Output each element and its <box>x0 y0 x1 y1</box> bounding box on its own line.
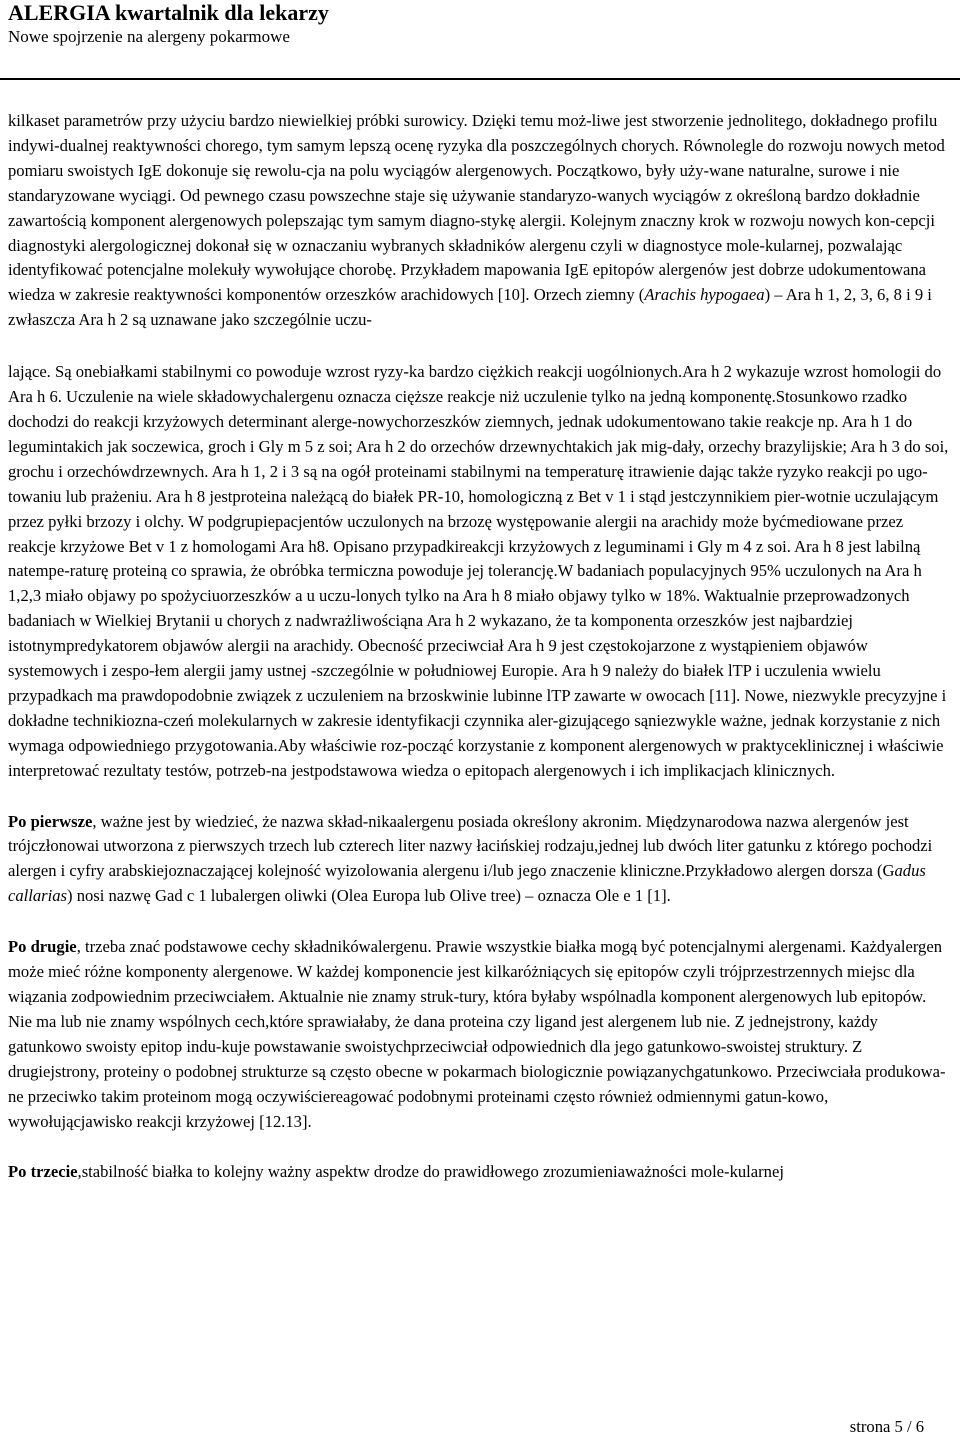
paragraph-gap <box>8 784 954 810</box>
page-number: strona 5 / 6 <box>849 1417 924 1436</box>
paragraph-4-text: , trzeba znać podstawowe cechy składnikówalergenu. Prawie wszystkie białka mogą być potencjalnymi alergenami. Każdyalergen może mieć różne komponenty alergenowe. W każdej komponencie jest kilkaróżniących się epitopów czyli trójprzestrzennych miejsc dla wiązania zodpowiednim przeciwciałem. Aktualnie nie znamy struk-tury, która byłaby wspólnadla komponent alergenowych lub epitopów. Nie ma lub nie znamy wspólnych cech,które sprawiałaby, że dana proteina czy ligand jest alergenem lub nie. Z jednejstrony, każdy gatunkowo swoisty epitop indu-kuje powstawanie swoistychprzeciwciał odpowiednich dla jego gatunkowo-swoistej struktury. Z drugiejstrony, proteiny o podobnej strukturze są często obecne w pokarmach biologicznie powiązanychgatunkowo. Przeciwciała produkowa-ne przeciwko takim proteinom mogą oczywiściereagować podobnymi proteinami często również odmiennymi gatun-kowo, wywołującjawisko reakcji krzyżowej [12.13]. <box>8 937 946 1131</box>
paragraph-2: lające. Są onebiałkami stabilnymi co powoduje wzrost ryzy-ka bardzo ciężkich reakcji uogólnionych.Ara h 2 wykazuje wzrost homologii do Ara h 6. Uczulenie na wiele składowychalergenu oznacza cięższe reakcje niż uczulenie tylko na jedną komponentę.Stosunkowo rzadko dochodzi do reakcji krzyżowych determinant alerge-nowychorzeszków ziemnych, jednak udokumentowano takie reakcje np. Ara h 1 do legumintakich jak soczewica, groch i Gly m 5 z soi; Ara h 2 do orzechów drzewnychtakich jak mig-dały, orzechy brazylijskie; Ara h 3 do soi, grochu i orzechówdrzewnych. Ara h 1, 2 i 3 są na ogół proteinami stabilnymi na temperaturę itrawienie dając także ryzyko reakcji po ugo-towaniu lub prażeniu. Ara h 8 jestproteina należącą do białek PR-10, homologiczną z Bet v 1 i stąd jestczynnikiem pier-wotnie uczulającym przez pyłki brzozy i olchy. W podgrupiepacjentów uczulonych na brzozę występowanie alergii na arachidy może byćmediowane przez reakcje krzyżowe Bet v 1 z homologami Ara h8. Opisano przypadkireakcji krzyżowych z leguminami i Gly m 4 z soi. Ara h 8 jest labilną natempe-raturę proteiną co sprawia, że obróbka termiczna powoduje jej tolerancję.W badaniach populacyjnych 95% uczulonych na Ara h 1,2,3 miało objawy po spożyciuorzeszków a u uczu-lonych tylko na Ara h 8 miało objawy tylko w 18%. Waktualnie przeprowadzonych badaniach w Wielkiej Brytanii u chorych z nadwrażliwościąna Ara h 2 wykazano, że ta komponenta orzeszków jest najbardziej istotnympredykatorem objawów alergii na arachidy. Obecność przeciwciał Ara h 9 jest częstokojarzone z wystąpieniem objawów systemowych i zespo-łem alergii jamy ustnej -szczególnie w południowej Europie. Ara h 9 należy do białek lTP i uczulenia wwielu przypadkach ma prawdopodobnie związek z uczuleniem na brzoskwinie lubinne lTP zawarte w owocach [11]. Nowe, niezwykle precyzyjne i dokładne technikiozna-czeń molekularnych w zakresie identyfikacji czynnika aler-gizującego sąniezwykle ważne, jednak korzystanie z nich wymaga odpowiedniego przygotowania.Aby właściwie roz-począć korzystanie z komponent alergenowych w praktyceklinicznej i właściwie interpretować rezultaty testów, potrzeb-na jestpodstawowa wiedza o epitopach alergenowych i ich implikacjach klinicznych. <box>8 362 949 780</box>
article-title: Nowe spojrzenie na alergeny pokarmowe <box>8 27 290 46</box>
paragraph-3-lead: Po pierwsze <box>8 811 93 831</box>
paragraph-4 <box>8 935 954 1134</box>
paragraph-gap <box>8 909 954 935</box>
page-header <box>8 0 952 47</box>
paragraph-1-text-b: ) – Ara h 1, 2, 3, 6, 8 i 9 i zwłaszcza Ara h 2 są uznawane jako szczególnie uczu- <box>8 285 932 330</box>
paragraph-1 <box>8 109 954 333</box>
paragraph-3 <box>8 810 954 910</box>
journal-title: ALERGIA kwartalnik dla lekarzy <box>8 0 329 25</box>
column-break-gap <box>8 333 954 360</box>
paragraph-3-text-b: ) nosi nazwę Gad c 1 lubalergen oliwki (Olea Europa lub Olive tree) – oznacza Ole e 1 [1]. <box>67 886 671 906</box>
paragraph-3-italic: adus callarias <box>8 861 926 906</box>
paragraph-1-text-a: kilkaset parametrów przy użyciu bardzo niewielkiej próbki surowicy. Dzięki temu moż-liwe jest stworzenie jednolitego, dokładnego profilu indywi-dualnej reaktywności chorego, tym samym lepszą ocenę ryzyka dla poszczególnych chorych. Równolegle do rozwoju nowych metod pomiaru swoistych IgE dokonuje się rewolu-cja na polu wyciągów alergenowych. Początkowo, były uży-wane naturalne, surowe i nie standaryzowane wyciągi. Od pewnego czasu powszechne staje się używanie standaryzo-wanych wyciągów z określoną bardzo dokładnie zawartością komponent alergenowych polepszając tym samym diagno-stykę alergii. Kolejnym znaczny krok w rozwoju nowych kon-cepcji diagnostyki alergologicznej dokonał się w oznaczaniu wybranych składników alergenu czyli w diagnostyce mole-kularnej, pozwalając identyfikować potencjalne molekuły wywołujące chorobę. Przykładem mapowania IgE epitopów alergenów jest dobrze udokumentowana wiedza w zakresie reaktywności komponentów orzeszków arachidowych [10]. Orzech ziemny ( <box>8 111 945 305</box>
header-divider <box>0 78 960 80</box>
paragraph-1-italic: Arachis hypogaea <box>644 285 765 305</box>
paragraph-3-text-a: , ważne jest by wiedzieć, że nazwa skład-nikaalergenu posiada określony akronim. Międzynarodowa nazwa alergenów jest trójczłonowai utworzona z pierwszych trzech lub czterech liter nazwy łacińskiej rodzaju,jednej lub dwóch liter gatunku z którego pochodzi alergen i cyfry arabskiejoznaczającej kolejność wyizolowania alergenu i/lub jego znaczenie kliniczne.Przykładowo alergen dorsza (G <box>8 811 933 881</box>
paragraph-5 <box>8 1160 954 1185</box>
paragraph-5-lead: Po trzecie <box>8 1162 78 1182</box>
paragraph-gap <box>8 1134 954 1160</box>
paragraph-5-text: ,stabilność białka to kolejny ważny aspektw drodze do prawidłowego zrozumieniaważności mole-kularnej <box>77 1162 784 1182</box>
article-body <box>8 109 954 1185</box>
paragraph-4-lead: Po drugie <box>8 937 77 957</box>
